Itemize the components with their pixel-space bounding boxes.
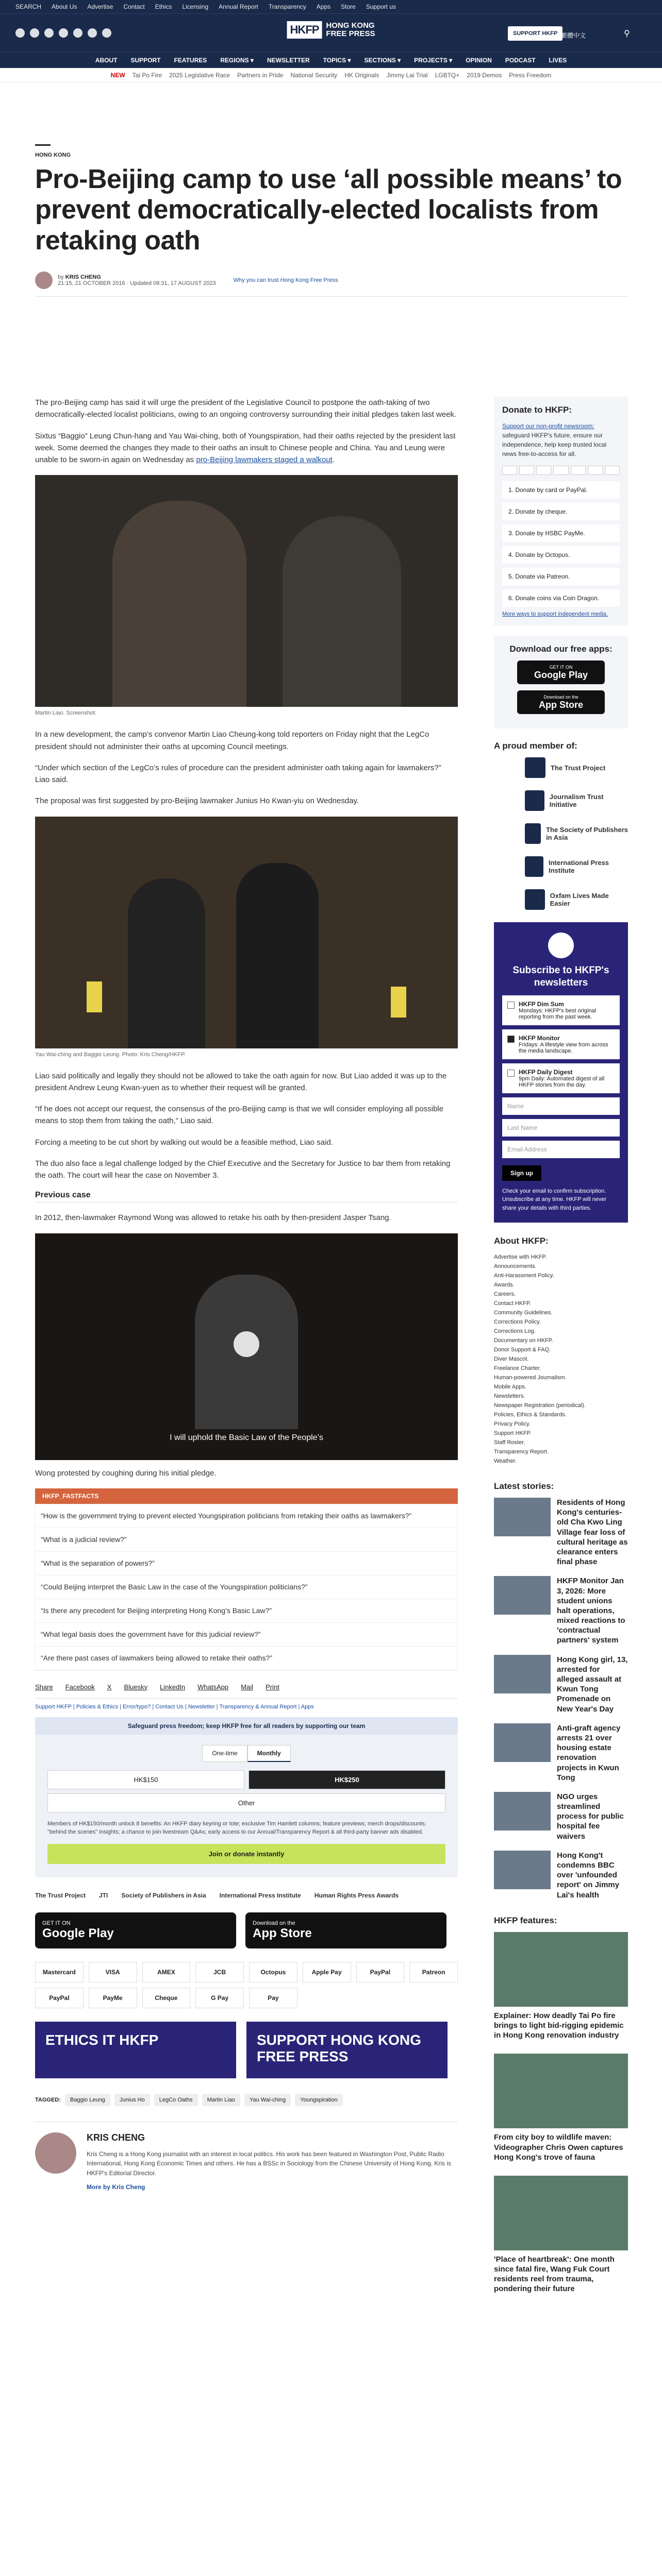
nav-item[interactable]: SUPPORT [130, 56, 161, 64]
about-link[interactable]: Newsletters. [494, 1393, 525, 1399]
feature-image [494, 2054, 628, 2128]
nav-item[interactable]: NEWSLETTER [267, 56, 310, 64]
tag[interactable]: Junius Ho [114, 2094, 150, 2106]
signup-button[interactable]: Sign up [502, 1165, 541, 1181]
app-store-badge[interactable]: Download on the App Store [517, 690, 605, 714]
author-avatar [35, 2132, 76, 2174]
payment-method[interactable]: Pay [249, 1988, 297, 2008]
share-link[interactable]: Facebook [65, 1683, 95, 1691]
fastfact-item[interactable]: “Is there any precedent for Beijing interpreting Hong Kong’s Basic Law?” [36, 1599, 457, 1623]
story-thumbnail [494, 1851, 551, 1889]
share-bar [35, 1683, 458, 1691]
trending-bar [0, 68, 662, 82]
paragraph: The pro-Beijing camp has said it will urge the president of the Legislative Council to postpone the oath-taking of two democratically-elected localist politicians, owing to an ongoing controversy surrounding their initial pledges taken last week. [35, 398, 457, 419]
hkfp-features [494, 1916, 628, 2294]
support-hkfp-button[interactable]: SUPPORT HKFP [508, 26, 562, 41]
feature-image [494, 2176, 628, 2250]
topbar-link[interactable]: Annual Report [219, 3, 258, 10]
payment-method[interactable]: PayPal [356, 1962, 405, 1982]
paypal-icon [571, 466, 586, 475]
share-link[interactable]: Share [35, 1683, 53, 1691]
jcb-icon [553, 466, 568, 475]
trending-item[interactable]: Partners in Pride [237, 71, 284, 79]
member-org[interactable]: Oxfam Lives Made Easier [525, 889, 628, 910]
search-icon[interactable]: ⚲ [624, 29, 630, 38]
app-badges [35, 1912, 458, 1948]
topbar-link[interactable]: Advertise [87, 3, 113, 10]
story-item[interactable]: HKFP Monitor Jan 3, 2026: More student unions halt operations, mixed reactions to 'contractual partners' system [494, 1576, 628, 1645]
hkfp-logo[interactable]: HKFP HONG KONG FREE PRESS [287, 21, 375, 39]
latest-title: Latest stories: [494, 1481, 554, 1491]
story-item[interactable]: NGO urges streamlined process for public hospital fee waivers [494, 1792, 628, 1841]
about-link[interactable]: Policies, Ethics & Standards. [494, 1412, 567, 1418]
tag[interactable]: Martin Liao [202, 2094, 240, 2106]
about-link[interactable]: Documentary on HKFP. [494, 1337, 553, 1344]
app-store-badge[interactable]: Download on the App Store [245, 1912, 446, 1948]
donate-option[interactable]: 6. Donate coins via Coin Dragon. [502, 589, 620, 607]
org-logo-icon [525, 823, 541, 844]
donate-amounts [47, 1770, 445, 1812]
about-link[interactable]: Announcements. [494, 1263, 537, 1269]
member-logo[interactable]: JTI [99, 1891, 108, 1899]
author-name[interactable]: KRIS CHENG [87, 2132, 145, 2143]
about-link[interactable]: Corrections Log. [494, 1328, 536, 1334]
search-link[interactable]: SEARCH [15, 3, 42, 10]
paragraph: Liao said politically and legally they should not be allowed to take the oath again for now. But Liao added it was up to the president Andrew Leung Kwan-yuen as to whether their request will be granted. [35, 1071, 447, 1092]
org-logo-icon [525, 856, 543, 877]
ethics-banner[interactable]: ETHICS IT HKFP [35, 2022, 236, 2078]
social-icons [15, 28, 111, 38]
member-org[interactable]: The Trust Project [525, 757, 628, 778]
story-item[interactable]: Hong Kong girl, 13, arrested for alleged assault at Kwun Tong Promenade on New Year's Day [494, 1655, 628, 1714]
linkedin-icon[interactable] [73, 28, 82, 38]
language-switch[interactable]: 繁體中文 [561, 32, 586, 39]
nav-item[interactable]: LIVES [549, 56, 567, 64]
checkbox[interactable] [507, 1002, 515, 1009]
payment-method[interactable]: Octopus [249, 1962, 297, 1982]
nav-item[interactable]: FEATURES [174, 56, 207, 64]
tags [35, 2094, 458, 2106]
donate-box: Donate to HKFP: Support our non-profit newsroom: safeguard HKFP's future, ensure our independence, help keep trusted local news free-to-access for all. 1. Donate by card or PayPal. 2. Donate by cheque. 3. Donate by HSBC PayMe. 4. Donate by Octopus. 5. Donate via Patreon. 6. Donate coins via Coin Dragon. More ways to support independent media. [494, 397, 628, 625]
tag[interactable]: LegCo Oaths [154, 2094, 198, 2106]
subheading: Previous case [35, 1191, 458, 1202]
fastfacts-list [35, 1504, 458, 1671]
paragraph: “If he does not accept our request, the consensus of the pro-Beijing camp is that we will consider employing all possible means to stop them from taking the oath,” Liao said. [35, 1105, 444, 1126]
fastfact-item[interactable]: “What is the separation of powers?” [36, 1552, 457, 1575]
donate-title: Donate to HKFP: [502, 405, 572, 415]
donate-tabs [47, 1745, 445, 1762]
nav-item[interactable]: PROJECTS ▾ [414, 56, 453, 64]
trust-link[interactable]: Why you can trust Hong Kong Free Press [233, 277, 338, 283]
video-subtitle: I will uphold the Basic Law of the People’s [170, 1433, 323, 1442]
nav-item[interactable]: REGIONS ▾ [220, 56, 254, 64]
brand-header [0, 13, 662, 52]
checkbox-checked[interactable] [507, 1036, 515, 1043]
amount-option[interactable]: HK$150 [47, 1770, 244, 1789]
trending-item[interactable]: Press Freedom [509, 71, 552, 79]
last-name-input[interactable]: Last Name [502, 1119, 620, 1137]
trending-item[interactable]: Jimmy Lai Trial [386, 71, 428, 79]
about-link[interactable]: Mobile Apps. [494, 1384, 526, 1390]
about-link[interactable]: Community Guidelines. [494, 1310, 553, 1316]
payment-method[interactable]: Cheque [142, 1988, 191, 2008]
fastfact-item[interactable]: “Are there past cases of lawmakers being allowed to retake their oaths?” [36, 1647, 457, 1670]
member-logo[interactable]: International Press Institute [219, 1891, 301, 1899]
safeguard-banner[interactable]: Safeguard press freedom; keep HKFP free for all readers by supporting our team [35, 1717, 458, 1735]
tab-one-time[interactable]: One-time [202, 1745, 247, 1762]
trending-item[interactable]: Tai Po Fire [132, 71, 162, 79]
about-link[interactable]: Advertise with HKFP. [494, 1254, 547, 1260]
paragraph: In a new development, the camp’s convenor Martin Liao Cheung-kong told reporters on Friday night that the LegCo president should not administer their oaths at upcoming Council meetings. [35, 730, 429, 751]
paragraph: The duo also face a legal challenge lodged by the Chief Executive and the Secretary for Justice to bar them from retaking the oath. The court will hear the case on November 3. [35, 1159, 451, 1180]
instagram-icon[interactable] [44, 28, 54, 38]
member-of-box [494, 741, 628, 910]
member-org[interactable]: The Society of Publishers in Asia [525, 823, 628, 844]
payment-method[interactable]: PayPal [35, 1988, 84, 2008]
topbar-link[interactable]: Transparency [268, 3, 306, 10]
about-link[interactable]: Newspaper Registration (periodical). [494, 1402, 586, 1409]
trending-item[interactable]: HK Originals [344, 71, 379, 79]
support-banner[interactable]: SUPPORT HONG KONG FREE PRESS [246, 2022, 448, 2078]
donate-option[interactable]: 1. Donate by card or PayPal. [502, 481, 620, 499]
youtube-icon[interactable] [59, 28, 68, 38]
payment-methods [35, 1962, 458, 2008]
about-link[interactable]: Corrections Policy. [494, 1319, 541, 1325]
nav-item[interactable]: PODCAST [505, 56, 536, 64]
google-play-badge[interactable]: GET IT ON Google Play [517, 660, 605, 684]
apps-box [494, 636, 628, 728]
fastfacts-header: HKFP_FASTFACTS [35, 1488, 458, 1504]
trending-label: NEW [110, 71, 125, 79]
about-link[interactable]: Diver Mascot. [494, 1356, 529, 1362]
org-logo-icon [525, 790, 544, 811]
top-utility-bar [0, 0, 662, 13]
member-title: A proud member of: [494, 741, 577, 751]
more-by-author-link[interactable]: More by Kris Cheng [87, 2183, 145, 2191]
payment-method[interactable]: JCB [195, 1962, 244, 1982]
author-link[interactable]: KRIS CHENG [65, 274, 101, 280]
section-label[interactable]: HONG KONG [35, 152, 71, 158]
member-benefits: Members of HK$150/month unlock 8 benefits: An HKFP diary keyring or tote; exclusive Tim Hamlett columns; feature previews; merch drops/discounts; "behind the scenes" insights; a chance to join livestream Q&As; early access to our Annual/Transparency Report & all third-party banner ads disabled. [47, 1820, 426, 1836]
article-title: Pro-Beijing camp to use ‘all possible means’ to prevent democratically-elected localists from retaking oath [35, 164, 622, 256]
topbar-link[interactable]: Store [341, 3, 356, 10]
member-org[interactable]: International Press Institute [525, 856, 628, 877]
payment-method[interactable]: AMEX [142, 1962, 191, 1982]
newsletter-option[interactable]: HKFP Daily Digest 9pm Daily: Automated digest of all HKFP stories from the day. [502, 1063, 620, 1093]
feature-item[interactable]: 'Place of heartbreak': One month since fatal fire, Wang Fuk Court residents reel from trauma, pondering their future [494, 2176, 628, 2294]
nav-item[interactable]: SECTIONS ▾ [364, 56, 401, 64]
share-link[interactable]: Mail [241, 1683, 253, 1691]
topbar-link[interactable]: About Us [52, 3, 77, 10]
payment-method[interactable]: Apple Pay [303, 1962, 351, 1982]
payment-method[interactable]: PayMe [89, 1988, 137, 2008]
more-ways-link[interactable]: More ways to support independent media. [502, 611, 608, 617]
fastfact-item[interactable]: “What is a judicial review?” [36, 1528, 457, 1552]
trending-item[interactable]: National Security [290, 71, 338, 79]
mail-icon [548, 933, 574, 958]
topbar-link[interactable]: Ethics [155, 3, 172, 10]
play-icon[interactable] [234, 1331, 259, 1357]
policy-links[interactable]: Support HKFP | Policies & Ethics | Error/typo? | Contact Us | Newsletter | Transparency & Annual Report | Apps [35, 1698, 458, 1710]
amex-icon [536, 466, 551, 475]
topbar-link[interactable]: Contact [123, 3, 145, 10]
about-title: About HKFP: [494, 1236, 549, 1246]
x-icon[interactable] [30, 28, 39, 38]
about-link[interactable]: Donor Support & FAQ. [494, 1347, 551, 1353]
tag[interactable]: Baggio Leung [65, 2094, 110, 2106]
share-link[interactable]: Bluesky [124, 1683, 147, 1691]
visa-icon [519, 466, 534, 475]
facebook-icon[interactable] [15, 28, 25, 38]
topbar-link[interactable]: Support us [366, 3, 396, 10]
feature-item[interactable]: Explainer: How deadly Tai Po fire brings to light bid-rigging epidemic in Hong Kong renovation industry [494, 1932, 628, 2041]
bluesky-icon[interactable] [102, 28, 111, 38]
apps-title: Download our free apps: [509, 644, 613, 654]
mastercard-icon [502, 466, 517, 475]
feature-image [494, 1932, 628, 2007]
tag[interactable]: Yau Wai-ching [244, 2094, 291, 2106]
nav-item[interactable]: ABOUT [95, 56, 118, 64]
newsletter-title: Subscribe to HKFP's newsletters [512, 965, 609, 988]
trending-item[interactable]: 2019 Demos [467, 71, 502, 79]
member-logo[interactable]: Society of Publishers in Asia [121, 1891, 206, 1899]
paragraph: Wong protested by coughing during his initial pledge. [35, 1468, 217, 1478]
about-link[interactable]: Anti-Harassment Policy. [494, 1273, 554, 1279]
photo-caption: Yau Wai-ching and Baggio Leung. Photo: Kris Cheng/HKFP. [35, 1051, 186, 1058]
topbar-link[interactable]: Apps [316, 3, 331, 10]
donate-option[interactable]: 3. Donate by HSBC PayMe. [502, 524, 620, 542]
share-link[interactable]: X [107, 1683, 112, 1691]
video-raymond-wong[interactable] [35, 1233, 458, 1460]
walkout-link[interactable]: pro-Beijing lawmakers staged a walkout [196, 455, 333, 464]
member-org[interactable]: Journalism Trust Initiative [525, 790, 628, 811]
author-bio: Kris Cheng is a Hong Kong journalist with an interest in local politics. His work has been featured in Washington Post, Public Radio International, Hong Kong Economic Times and others. He has a BSSc in Sociology from the Chinese University of Hong Kong. Kris is HKFP's Editorial Director. [87, 2150, 452, 2177]
story-item[interactable]: Residents of Hong Kong's centuries-old Cha Kwo Ling Village fear loss of cultural heritage as clearance enters final phase [494, 1498, 628, 1567]
story-thumbnail [494, 1576, 551, 1615]
donate-widget [35, 1735, 458, 1877]
about-link[interactable]: Human-powered Journalism. [494, 1375, 567, 1381]
payment-method[interactable]: G Pay [195, 1988, 244, 2008]
photo-yau-leung [35, 817, 458, 1048]
about-link[interactable]: Weather. [494, 1458, 517, 1464]
latest-stories [494, 1481, 628, 1900]
trending-item[interactable]: 2025 Legislative Race [169, 71, 230, 79]
fastfact-item[interactable]: “What legal basis does the government have for this judicial review?” [36, 1623, 457, 1647]
about-link[interactable]: Freelance Charter. [494, 1365, 541, 1371]
nav-item[interactable]: OPINION [466, 56, 492, 64]
story-thumbnail [494, 1723, 551, 1762]
photo-martin-liao [35, 475, 458, 707]
checkbox[interactable] [507, 1070, 515, 1077]
nav-item[interactable]: TOPICS ▾ [323, 56, 351, 64]
newsletter-option[interactable]: HKFP Dim Sum Mondays: HKFP's best original reporting from the past week. [502, 995, 620, 1025]
google-play-badge[interactable]: GET IT ON Google Play [35, 1912, 236, 1948]
paragraph: The proposal was first suggested by pro-Beijing lawmaker Junius Ho Kwan-yiu on Wednesday. [35, 796, 359, 806]
story-item[interactable]: Hong Kong't condemns BBC over 'unfounded report' on Jimmy Lai's health [494, 1851, 628, 1900]
nonprofit-link[interactable]: Support our non-profit newsroom: [502, 422, 594, 430]
tag[interactable]: Youngspiration [295, 2094, 342, 2106]
member-logo[interactable]: Human Rights Press Awards [314, 1891, 399, 1899]
gpay-icon [605, 466, 620, 475]
amount-other[interactable]: Other [47, 1793, 445, 1812]
promo-banners [35, 2022, 458, 2078]
author-avatar [35, 272, 53, 289]
tags-label: TAGGED: [35, 2096, 61, 2103]
article-body [35, 397, 458, 2191]
tab-monthly[interactable]: Monthly [247, 1745, 291, 1762]
photo-caption: Martin Liao. Screenshot. [35, 710, 97, 717]
paragraph: In 2012, then-lawmaker Raymond Wong was allowed to retake his oath by then-president Jasper Tsang. [35, 1213, 391, 1223]
about-link[interactable]: Awards. [494, 1282, 515, 1288]
section-rule [35, 144, 51, 146]
newsletter-note: Check your email to confirm subscription. Unsubscribe at any time. HKFP will never share your details with third parties. [502, 1188, 607, 1211]
about-link[interactable]: Transparency Report. [494, 1449, 549, 1455]
about-link[interactable]: Careers. [494, 1291, 516, 1297]
story-item[interactable]: Anti-graft agency arrests 21 over housing estate renovation projects in Kwun Tong [494, 1723, 628, 1783]
member-logos [35, 1892, 458, 1899]
member-logo[interactable]: The Trust Project [35, 1891, 86, 1899]
trending-item[interactable]: LGBTQ+ [435, 71, 460, 79]
email-input[interactable]: Email Address [502, 1141, 620, 1158]
org-logo-icon [525, 889, 545, 910]
amount-option-selected[interactable]: HK$250 [249, 1770, 445, 1789]
article-header [35, 144, 628, 297]
donate-option[interactable]: 2. Donate by cheque. [502, 503, 620, 520]
about-link[interactable]: Privacy Policy. [494, 1421, 531, 1427]
name-input[interactable]: Name [502, 1097, 620, 1115]
author-box [35, 2122, 458, 2191]
applepay-icon [588, 466, 603, 475]
story-thumbnail [494, 1498, 551, 1536]
about-box [494, 1236, 628, 1466]
org-logo-icon [525, 757, 545, 778]
share-link[interactable]: WhatsApp [197, 1683, 229, 1691]
feature-item[interactable]: From city boy to wildlife maven: Videographer Chris Owen captures Hong Kong's trove of fauna [494, 2054, 628, 2162]
payment-method[interactable]: Mastercard [35, 1962, 84, 1982]
about-link[interactable]: Support HKFP. [494, 1430, 532, 1436]
donate-option[interactable]: 4. Donate by Octopus. [502, 546, 620, 564]
donate-option[interactable]: 5. Donate via Patreon. [502, 568, 620, 585]
article-dates: 21:15, 21 OCTOBER 2016 · Updated 08:31, 17 AUGUST 2023 [58, 280, 216, 286]
join-donate-button[interactable]: Join or donate instantly [47, 1844, 445, 1864]
features-title: HKFP features: [494, 1915, 557, 1925]
story-thumbnail [494, 1655, 551, 1693]
share-link[interactable]: Print [265, 1683, 279, 1691]
paragraph: “Under which section of the LegCo’s rules of procedure can the president administer oath taking again for lawmakers?” Liao said. [35, 763, 441, 784]
topbar-link[interactable]: Licensing [182, 3, 209, 10]
byline: by KRIS CHENG 21:15, 21 OCTOBER 2016 · Updated 08:31, 17 AUGUST 2023 Why you can trust Hong Kong Free Press [35, 272, 628, 297]
story-thumbnail [494, 1792, 551, 1831]
fastfact-item[interactable]: “How is the government trying to prevent elected Youngspiration politicians from retaking their oaths as lawmakers?” [36, 1504, 457, 1528]
paragraph: Forcing a meeting to be cut short by walking out would be a feasible method, Liao said. [35, 1138, 333, 1147]
sidebar [494, 397, 628, 2308]
card-icons [502, 466, 620, 475]
newsletter-box [494, 922, 628, 1223]
main-nav [0, 52, 662, 68]
newsletter-option[interactable]: HKFP Monitor Fridays: A lifestyle view from across the media landscape. [502, 1029, 620, 1059]
payment-method[interactable]: VISA [89, 1962, 137, 1982]
share-link[interactable]: LinkedIn [160, 1683, 186, 1691]
payment-method[interactable]: Patreon [409, 1962, 458, 1982]
fastfact-item[interactable]: “Could Beijing interpret the Basic Law in the case of the Youngspiration politicians?” [36, 1575, 457, 1599]
about-link[interactable]: Contact HKFP. [494, 1300, 531, 1307]
threads-icon[interactable] [88, 28, 97, 38]
paragraph: Sixtus “Baggio” Leung Chun-hang and Yau Wai-ching, both of Youngspiration, had their oaths rejected by the president last week. Some deemed the changes they made to their oaths an insult to Chinese people and China. Yau and Leung were unable to be sworn-in again on Wednesday as pro-Beijing lawmakers staged a walkout. [35, 431, 456, 464]
about-link[interactable]: Staff Roster. [494, 1439, 525, 1446]
